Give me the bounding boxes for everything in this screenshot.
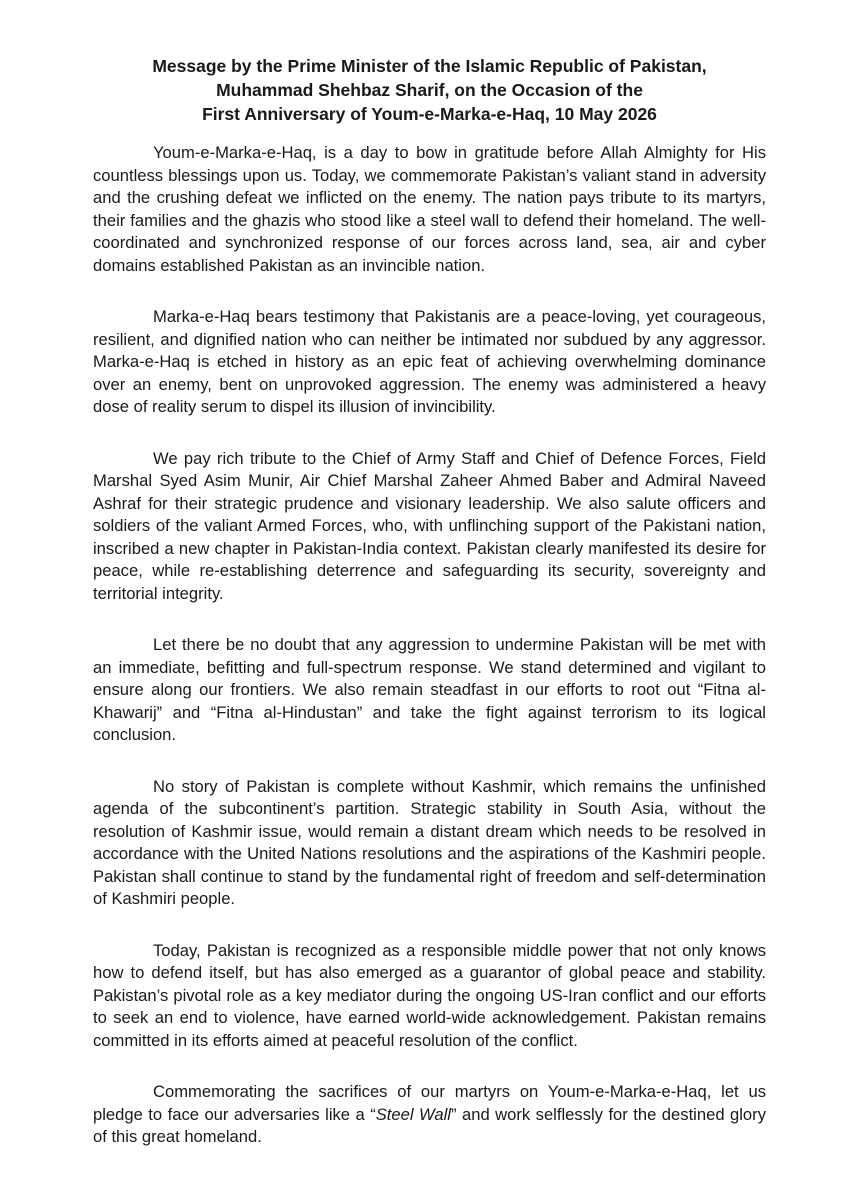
paragraph-4: Let there be no doubt that any aggression to undermine Pakistan will be met with an immediate, befitting and full-spectrum response. We stand determined and vigilant to ensure along our frontiers. We also remain steadfast in our efforts to root out “Fitna al-Khawarij” and “Fitna al-Hindustan” and take the fight against terrorism to its logical conclusion. [93,635,766,744]
document-title [93,54,766,126]
paragraph-5: No story of Pakistan is complete without Kashmir, which remains the unfinished agenda of the subcontinent’s partition. Strategic stability in South Asia, without the resolution of Kashmir issue, would remain a distant dream which needs to be resolved in accordance with the United Nations resolutions and the aspirations of the Kashmiri people. Pakistan shall continue to stand by the fundamental right of freedom and self-determination of Kashmiri people. [93,776,766,908]
title-line-1: Message by the Prime Minister of the Islamic Republic of Pakistan, [152,56,707,76]
paragraph-6: Today, Pakistan is recognized as a responsible middle power that not only knows how to defend itself, but has also emerged as a guarantor of global peace and stability. Pakistan’s pivotal role as a key mediator during the ongoing US-Iran conflict and our efforts to seek an end to violence, have earned world-wide acknowledgement. Pakistan remains committed in its efforts aimed at peaceful resolution of the conflict. [93,940,766,1050]
closing-text-before: Commemorating the sacrifices of our martyrs on Youm-e-Marka-e-Haq, let us pledge to face our adversaries like a “ [93,1082,766,1124]
closing-paragraph [93,1081,766,1149]
closing-emphasis: Steel Wall [375,1104,451,1124]
paragraph-1: Youm-e-Marka-e-Haq, is a day to bow in gratitude before Allah Almighty for His countless blessings upon us. Today, we commemorate Pakistan’s valiant stand in adversity and the crushing defeat we inflicted on the enemy. The nation pays tribute to its martyrs, their families and the ghazis who stood like a steel wall to defend their homeland. The well-coordinated and synchronized response of our forces across land, sea, air and cyber domains established Pakistan as an invincible nation. [93,143,766,275]
paragraph-3: We pay rich tribute to the Chief of Army Staff and Chief of Defence Forces, Field Marshal Syed Asim Munir, Air Chief Marshal Zaheer Ahmed Baber and Admiral Naveed Ashraf for their strategic prudence and visionary leadership. We also salute officers and soldiers of the valiant Armed Forces, who, with unflinching support of the Pakistani nation, inscribed a new chapter in Pakistan-India context. Pakistan clearly manifested its desire for peace, while re-establishing deterrence and safeguarding its security, sovereignty and territorial integrity. [93,448,766,603]
title-line-3: First Anniversary of Youm-e-Marka-e-Haq, 10 May 2026 [202,104,657,124]
closing-text-after: ” and work selflessly for the destined glory of this great homeland. [93,1104,766,1146]
title-line-2: Muhammad Shehbaz Sharif, on the Occasion of the [216,80,643,100]
paragraph-2: Marka-e-Haq bears testimony that Pakistanis are a peace-loving, yet courageous, resilient, and dignified nation who can neither be intimated nor subdued by any aggressor. Marka-e-Haq is etched in history as an epic feat of achieving overwhelming dominance over an enemy, bent on unprovoked aggression. The enemy was administered a heavy dose of reality serum to dispel its illusion of invincibility. [93,307,766,416]
